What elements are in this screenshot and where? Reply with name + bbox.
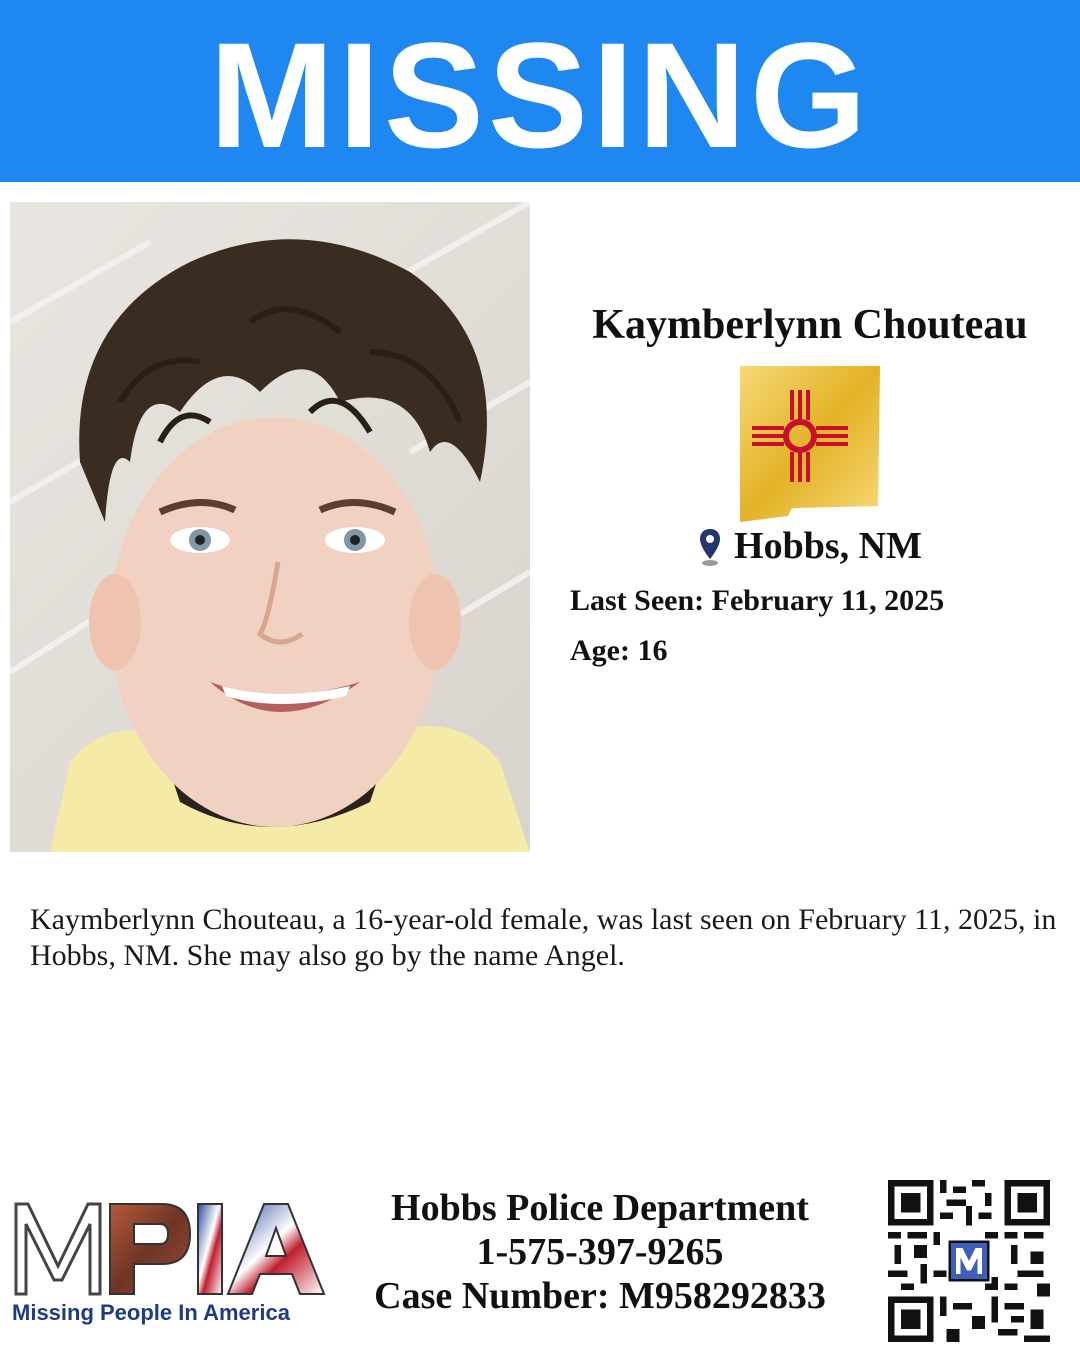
qr-code-icon	[888, 1180, 1050, 1342]
mpia-logo	[12, 1196, 332, 1332]
agency-name: Hobbs Police Department	[391, 1187, 809, 1229]
person-age: Age: 16	[570, 634, 668, 667]
person-photo	[10, 202, 530, 852]
contact-block	[340, 1186, 860, 1318]
missing-banner	[0, 0, 1080, 182]
agency-phone: 1-575-397-9265	[476, 1231, 724, 1274]
banner-title: MISSING	[209, 11, 871, 179]
last-location	[540, 522, 1080, 571]
mpia-tagline: Missing People In America	[12, 1300, 290, 1325]
mpia-logo-mark	[12, 1196, 332, 1300]
last-seen-date: Last Seen: February 11, 2025	[570, 584, 945, 617]
person-photo-image	[10, 202, 530, 852]
person-name: Kaymberlynn Chouteau	[592, 302, 1028, 348]
location-text: Hobbs, NM	[734, 525, 922, 567]
new-mexico-flag-map-icon	[732, 366, 880, 526]
map-pin-icon	[698, 527, 722, 567]
case-number: Case Number: M958292833	[374, 1275, 826, 1318]
case-description: Kaymberlynn Chouteau, a 16-year-old female, was last seen on February 11, 2025, in Hobbs, NM. She may also go by the name Angel.	[30, 903, 1057, 972]
